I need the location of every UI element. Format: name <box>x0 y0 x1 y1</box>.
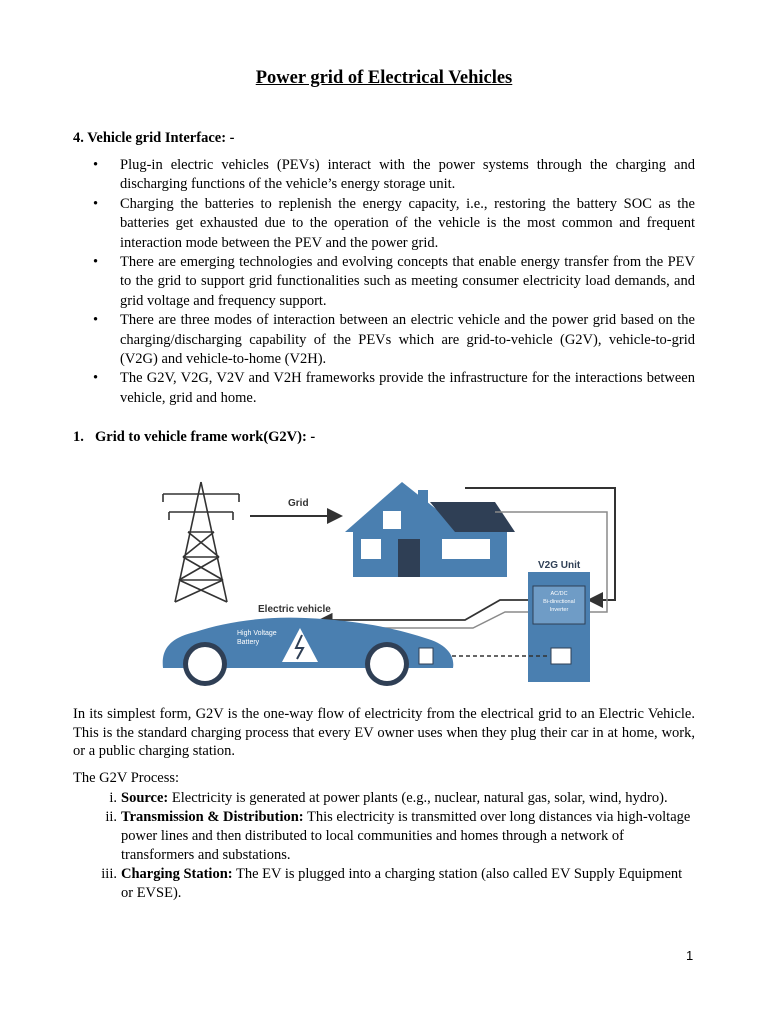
bullet-text: There are three modes of interaction between an electric vehicle and the power grid based on the charging/discharging capability of the PEVs which are grid-to-vehicle (G2V), vehicle-to-grid (V2G) and vehicle-to-home (V2H). <box>120 312 695 368</box>
process-step <box>73 865 695 903</box>
bullet-list <box>73 156 695 408</box>
bullet-item <box>73 253 695 311</box>
step-text: Electricity is generated at power plants (e.g., nuclear, natural gas, solar, wind, hydro). <box>168 790 668 806</box>
bullet-marker: • <box>93 370 99 387</box>
battery-label-2: Battery <box>237 639 260 646</box>
grid-label: Grid <box>288 498 309 509</box>
electric-vehicle-label: Electric vehicle <box>258 604 331 615</box>
g2v-paragraph: In its simplest form, G2V is the one-way flow of electricity from the electrical grid to an Electric Vehicle. This is the standard charging process that every EV owner uses when they plug their car in at home, work, or a public charging station. <box>73 706 695 760</box>
bullet-item <box>73 369 695 408</box>
document-title: Power grid of Electrical Vehicles <box>255 68 513 88</box>
subsection-heading <box>73 429 315 446</box>
bullet-text: Charging the batteries to replenish the energy capacity, i.e., restoring the battery SOC as the batteries get exhausted due to the operation of the vehicle is the most common and frequent interaction mode between the PEV and the power grid. <box>120 195 695 251</box>
step-numeral: iii. <box>101 866 117 882</box>
bullet-marker: • <box>93 195 99 212</box>
inverter-label-3: Inverter <box>549 607 569 613</box>
transmission-tower-icon <box>163 482 239 602</box>
bullet-item <box>73 311 695 369</box>
step-numeral: ii. <box>105 809 117 825</box>
bullet-marker: • <box>93 254 99 271</box>
process-step <box>73 808 695 865</box>
unit-to-car-arrow <box>320 600 528 620</box>
battery-label-1: High Voltage <box>237 630 277 637</box>
house-icon <box>345 482 515 577</box>
step-text: This electricity is transmitted over long distances via high-voltage power lines and then distributed to local communities and homes through a network of transformers and substations. <box>121 809 691 863</box>
bullet-item <box>73 195 695 253</box>
bullet-item <box>73 156 695 195</box>
process-steps <box>73 789 695 903</box>
step-term: Transmission & Distribution: <box>121 809 304 825</box>
step-numeral: i. <box>109 790 117 806</box>
section-heading: 4. Vehicle grid Interface: - <box>73 130 235 146</box>
v2g-unit-label: V2G Unit <box>538 560 581 571</box>
v2g-unit-icon <box>528 560 590 682</box>
bullet-marker: • <box>93 312 99 329</box>
bullet-marker: • <box>93 157 99 173</box>
inverter-label-1: AC/DC <box>550 591 568 597</box>
step-term: Source: <box>121 790 169 806</box>
bullet-text: Plug-in electric vehicles (PEVs) interact with the power systems through the charging and discharging functions of the vehicle’s energy storage unit. <box>120 157 695 193</box>
g2v-diagram <box>155 472 655 690</box>
process-step <box>73 789 695 808</box>
process-title: The G2V Process: <box>73 770 180 786</box>
bullet-text: The G2V, V2G, V2V and V2H frameworks provide the infrastructure for the interactions between vehicle, grid and home. <box>120 370 695 406</box>
bullet-text: There are emerging technologies and evolving concepts that enable energy transfer from the PEV to the grid to support grid functionalities such as meeting consumer electricity load demands, and grid voltage and frequency support. <box>120 254 695 309</box>
page-number: 1 <box>686 948 694 963</box>
step-text: The EV is plugged into a charging station (also called EV Supply Equipment or EVSE). <box>121 866 683 901</box>
inverter-label-2: Bi-directional <box>543 599 575 605</box>
subsection-title: Grid to vehicle frame work(G2V): - <box>95 429 316 445</box>
subsection-number: 1. <box>73 429 84 445</box>
step-term: Charging Station: <box>121 866 233 882</box>
